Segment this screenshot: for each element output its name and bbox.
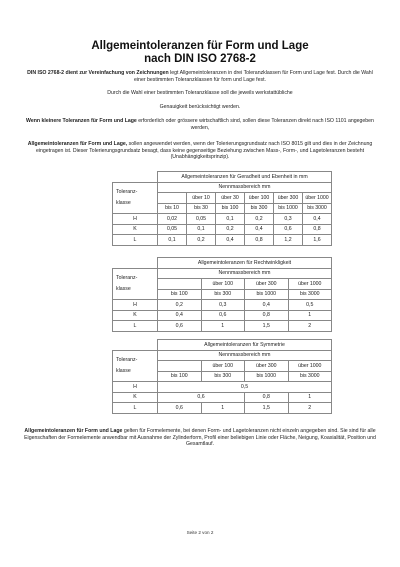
- range-to: bis 300: [201, 371, 245, 382]
- class-header: [113, 268, 158, 300]
- value-cell: 1,2: [274, 235, 303, 246]
- value-cell: 0,2: [245, 214, 274, 225]
- value-cell: 1,6: [303, 235, 332, 246]
- range-from: über 1000: [288, 279, 332, 290]
- range-from: [158, 279, 202, 290]
- range-from: [158, 193, 187, 204]
- range-to: bis 300: [201, 289, 245, 300]
- range-from: über 100: [201, 361, 245, 372]
- table-caption: Allgemeintoleranzen für Geradheit und Ebenheit in mm: [158, 172, 332, 183]
- range-from: über 300: [245, 279, 289, 290]
- table-straightness-flatness: [112, 171, 332, 246]
- paragraph-smaller-tolerances: [22, 118, 378, 131]
- range-to: bis 100: [216, 203, 245, 214]
- range-from: über 100: [201, 279, 245, 290]
- value-cell: 0,8: [303, 224, 332, 235]
- value-cell: 0,05: [158, 224, 187, 235]
- table-corner: [113, 340, 158, 351]
- para4-bold: Wenn kleinere Toleranzen für Form und Lage: [26, 118, 137, 124]
- table-row: [113, 300, 332, 311]
- range-to: bis 1000: [245, 289, 289, 300]
- value-cell: 0,6: [201, 310, 245, 321]
- closing-bold: Allgemeintoleranzen für Form und Lage: [24, 428, 123, 434]
- class-header: [113, 350, 158, 382]
- range-from: über 1000: [303, 193, 332, 204]
- value-cell: 0,4: [245, 300, 289, 311]
- value-cell: 1: [201, 321, 245, 332]
- class-cell: L: [113, 403, 158, 414]
- table-row: [113, 392, 332, 403]
- value-cell: 2: [288, 321, 332, 332]
- value-cell: 2: [288, 403, 332, 414]
- range-header: Nennmassbereich mm: [158, 268, 332, 279]
- para5-text: sollen angewendet werden, wenn der Tolerierungsgrundsatz nach ISO 8015 gilt und dies in der Zeichnung eingetragen ist. Dieser Tolerierungsgrundsatz besagt, dass keine gegenseitige Beziehung zwischen Mass-, Form-, und Lagetoleranzen besteht (Unabhängigkeitsprinzip).: [35, 141, 373, 161]
- range-from: über 1000: [288, 361, 332, 372]
- value-cell: 0,3: [274, 214, 303, 225]
- value-cell: 0,6: [274, 224, 303, 235]
- range-header: Nennmassbereich mm: [158, 350, 332, 361]
- class-label-1: Toleranz-: [116, 356, 138, 363]
- table-row: [113, 321, 332, 332]
- class-cell: H: [113, 214, 158, 225]
- class-cell: H: [113, 300, 158, 311]
- value-cell: 0,8: [245, 392, 289, 403]
- table-caption: Allgemeintoleranzen für Rechtwinkligkeit: [158, 258, 332, 269]
- range-to: bis 3000: [303, 203, 332, 214]
- class-label-2: klasse: [116, 285, 131, 292]
- value-cell: 0,8: [245, 310, 289, 321]
- range-to: bis 30: [187, 203, 216, 214]
- value-cell: 0,05: [187, 214, 216, 225]
- intro-text: legt Allgemeintoleranzen in drei Toleranzklassen für Form und Lage fest. Durch die Wahl einer bestimmten Toleranzklassen für form und Lage fest.: [134, 70, 373, 83]
- table-row: [113, 382, 332, 393]
- table-row: [113, 224, 332, 235]
- range-to: bis 1000: [274, 203, 303, 214]
- class-cell: K: [113, 310, 158, 321]
- class-cell: K: [113, 224, 158, 235]
- class-cell: K: [113, 392, 158, 403]
- range-from: über 300: [274, 193, 303, 204]
- range-from: über 300: [245, 361, 289, 372]
- table-row: [113, 403, 332, 414]
- class-label-2: klasse: [116, 199, 131, 206]
- class-cell: L: [113, 235, 158, 246]
- range-header: Nennmassbereich mm: [158, 182, 332, 193]
- value-cell: 0,6: [158, 321, 202, 332]
- paragraph-workshop-accuracy: Durch die Wahl einer bestimmten Toleranzklasse soll die jeweils werkstattübliche: [107, 90, 293, 96]
- value-cell: 1,5: [245, 403, 289, 414]
- value-cell: 0,8: [245, 235, 274, 246]
- value-cell: 0,1: [158, 235, 187, 246]
- range-to: bis 300: [245, 203, 274, 214]
- class-label-1: Toleranz-: [116, 188, 138, 195]
- class-label-1: Toleranz-: [116, 274, 138, 281]
- value-cell: 0,1: [187, 224, 216, 235]
- table-caption: Allgemeintoleranzen für Symmetrie: [158, 340, 332, 351]
- class-cell: H: [113, 382, 158, 393]
- closing-text: gelten für Formelemente, bei denen Form- und Lagetoleranzen nicht einzeln angegeben sind. Sie sind für alle Eigenschaften der Formelemente anwendbar mit Ausnahme der Zylinderform, Profil einer beliebigen Linie oder Fläche, Neigung, Koaxialität, Position und Gesamtlauf.: [24, 428, 376, 448]
- value-cell: 0,2: [216, 224, 245, 235]
- document-title-line-2: nach DIN ISO 2768-2: [144, 53, 256, 65]
- value-cell: 0,1: [216, 214, 245, 225]
- value-cell: 0,6: [158, 403, 202, 414]
- range-from: über 100: [245, 193, 274, 204]
- intro-paragraph: [22, 70, 378, 83]
- value-cell: 0,4: [216, 235, 245, 246]
- page-number: Seite 2 von 2: [186, 530, 214, 535]
- range-to: bis 3000: [288, 371, 332, 382]
- table-row: [113, 235, 332, 246]
- range-to: bis 10: [158, 203, 187, 214]
- table-perpendicularity: [112, 257, 332, 332]
- value-cell: 0,4: [303, 214, 332, 225]
- table-corner: [113, 172, 158, 183]
- table-symmetry: [112, 339, 332, 414]
- value-cell: 0,4: [158, 310, 202, 321]
- value-cell: 0,4: [245, 224, 274, 235]
- value-cell: 1: [201, 403, 245, 414]
- value-cell: 0,5: [288, 300, 332, 311]
- paragraph-iso-8015: [22, 141, 378, 161]
- para4-text: erforderlich oder grössere wirtschaftlich sind, sollen diese Toleranzen direkt nach ISO 1101 angegeben werden,: [136, 118, 374, 131]
- class-cell: L: [113, 321, 158, 332]
- value-cell: 0,2: [187, 235, 216, 246]
- para5-bold: Allgemeintoleranzen für Form und Lage,: [27, 141, 128, 147]
- value-cell: 0,5: [158, 382, 332, 393]
- paragraph-accuracy: Genauigkeit berücksichtigt werden.: [159, 104, 241, 110]
- table-row: [113, 214, 332, 225]
- range-from: [158, 361, 202, 372]
- intro-bold: DIN ISO 2768-2 dient zur Vereinfachung von Zeichnungen: [27, 70, 169, 76]
- class-header: [113, 182, 158, 214]
- value-cell: 0,02: [158, 214, 187, 225]
- range-to: bis 100: [158, 371, 202, 382]
- closing-paragraph: [22, 428, 378, 448]
- range-to: bis 3000: [288, 289, 332, 300]
- value-cell: 0,2: [158, 300, 202, 311]
- table-row: [113, 310, 332, 321]
- value-cell: 0,3: [201, 300, 245, 311]
- value-cell: 1: [288, 310, 332, 321]
- range-from: über 10: [187, 193, 216, 204]
- value-cell: 1,5: [245, 321, 289, 332]
- table-corner: [113, 258, 158, 269]
- value-cell: 1: [288, 392, 332, 403]
- range-from: über 30: [216, 193, 245, 204]
- class-label-2: klasse: [116, 367, 131, 374]
- value-cell: 0,6: [158, 392, 245, 403]
- document-title-line-1: Allgemeintoleranzen für Form und Lage: [91, 40, 309, 52]
- range-to: bis 100: [158, 289, 202, 300]
- range-to: bis 1000: [245, 371, 289, 382]
